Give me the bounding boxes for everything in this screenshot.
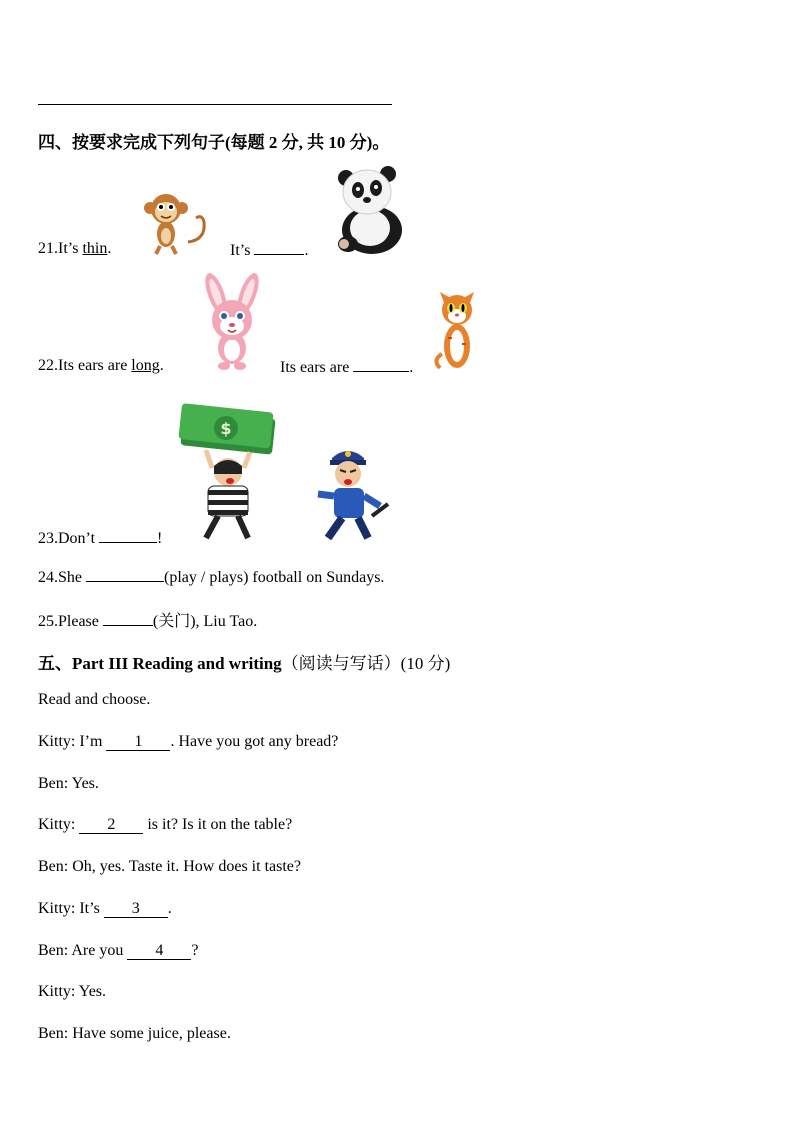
dialogue-speaker: Ben: — [38, 1025, 73, 1042]
section-5-instruction: Read and choose. — [38, 691, 151, 708]
dialogue-line — [38, 775, 99, 793]
dialogue-blank[interactable]: 2 — [79, 817, 143, 834]
dialogue-text: ? — [191, 942, 199, 959]
dialogue-text: . — [167, 900, 172, 917]
question-21-answer: It’s . — [230, 242, 309, 259]
q21-underlined-word: thin — [82, 240, 108, 257]
section-4-heading: 四、按要求完成下列句子(每题 2 分, 共 10 分)。 — [38, 133, 390, 152]
dialogue-text: is it? Is it on the table? — [143, 816, 293, 833]
dialogue-blank[interactable]: 3 — [104, 901, 168, 918]
q21-answer-blank[interactable] — [254, 240, 304, 255]
dialogue-speaker: Ben: — [38, 775, 72, 792]
panda-icon — [330, 160, 410, 256]
question-25: 25.Please (关门), Liu Tao. — [38, 613, 258, 630]
dialogue-text: Yes. — [71, 775, 99, 792]
section-5-heading: 五、Part III Reading and writing（阅读与写话）(10 分) — [38, 654, 451, 673]
q22-underlined-word: long — [131, 357, 160, 374]
dialogue-line — [38, 816, 292, 834]
q22-answer-blank[interactable] — [353, 357, 409, 372]
dialogue-line — [38, 983, 106, 1001]
q23-answer-blank[interactable] — [99, 528, 157, 543]
dialogue-blank[interactable]: 1 — [106, 734, 170, 751]
q25-answer-blank[interactable] — [103, 611, 153, 626]
dialogue-text: It’s — [79, 900, 104, 917]
dialogue-text: . Have you got any bread? — [170, 733, 339, 750]
question-23: 23.Don’t ! — [38, 530, 163, 547]
question-22-answer: Its ears are . — [280, 359, 414, 376]
monkey-icon — [136, 192, 212, 256]
dialogue-line — [38, 858, 301, 876]
dialogue-line — [38, 942, 198, 960]
question-21: 21.It’s thin. — [38, 240, 112, 257]
dialogue-speaker: Kitty: — [38, 816, 80, 833]
dialogue-speaker: Ben: — [38, 858, 73, 875]
dialogue-line — [38, 1025, 231, 1043]
dialogue-speaker: Ben: — [38, 942, 72, 959]
dialogue-text: Oh, yes. Taste it. How does it taste? — [72, 858, 301, 875]
dialogue-speaker: Kitty: — [38, 733, 80, 750]
dialogue-text: Have some juice, please. — [72, 1025, 231, 1042]
question-24: 24.She (play / plays) football on Sundays. — [38, 569, 385, 586]
dialogue-text: Yes. — [78, 983, 107, 1000]
thief-with-money-icon — [178, 404, 278, 544]
rabbit-icon — [192, 272, 272, 372]
question-22: 22.Its ears are long. — [38, 357, 164, 374]
q24-answer-blank[interactable] — [86, 567, 164, 582]
dialogue-text: I’m — [79, 733, 107, 750]
police-officer-icon — [312, 440, 392, 544]
dialogue-blank[interactable]: 4 — [127, 943, 191, 960]
svg-text:$: $ — [220, 419, 232, 438]
dialogue-speaker: Kitty: — [38, 900, 80, 917]
dialogue-text: Are you — [71, 942, 128, 959]
cat-icon — [432, 284, 482, 376]
top-answer-line — [38, 104, 392, 105]
dialogue-speaker: Kitty: — [38, 983, 79, 1000]
dialogue-line — [38, 733, 338, 751]
dialogue-line — [38, 900, 172, 918]
